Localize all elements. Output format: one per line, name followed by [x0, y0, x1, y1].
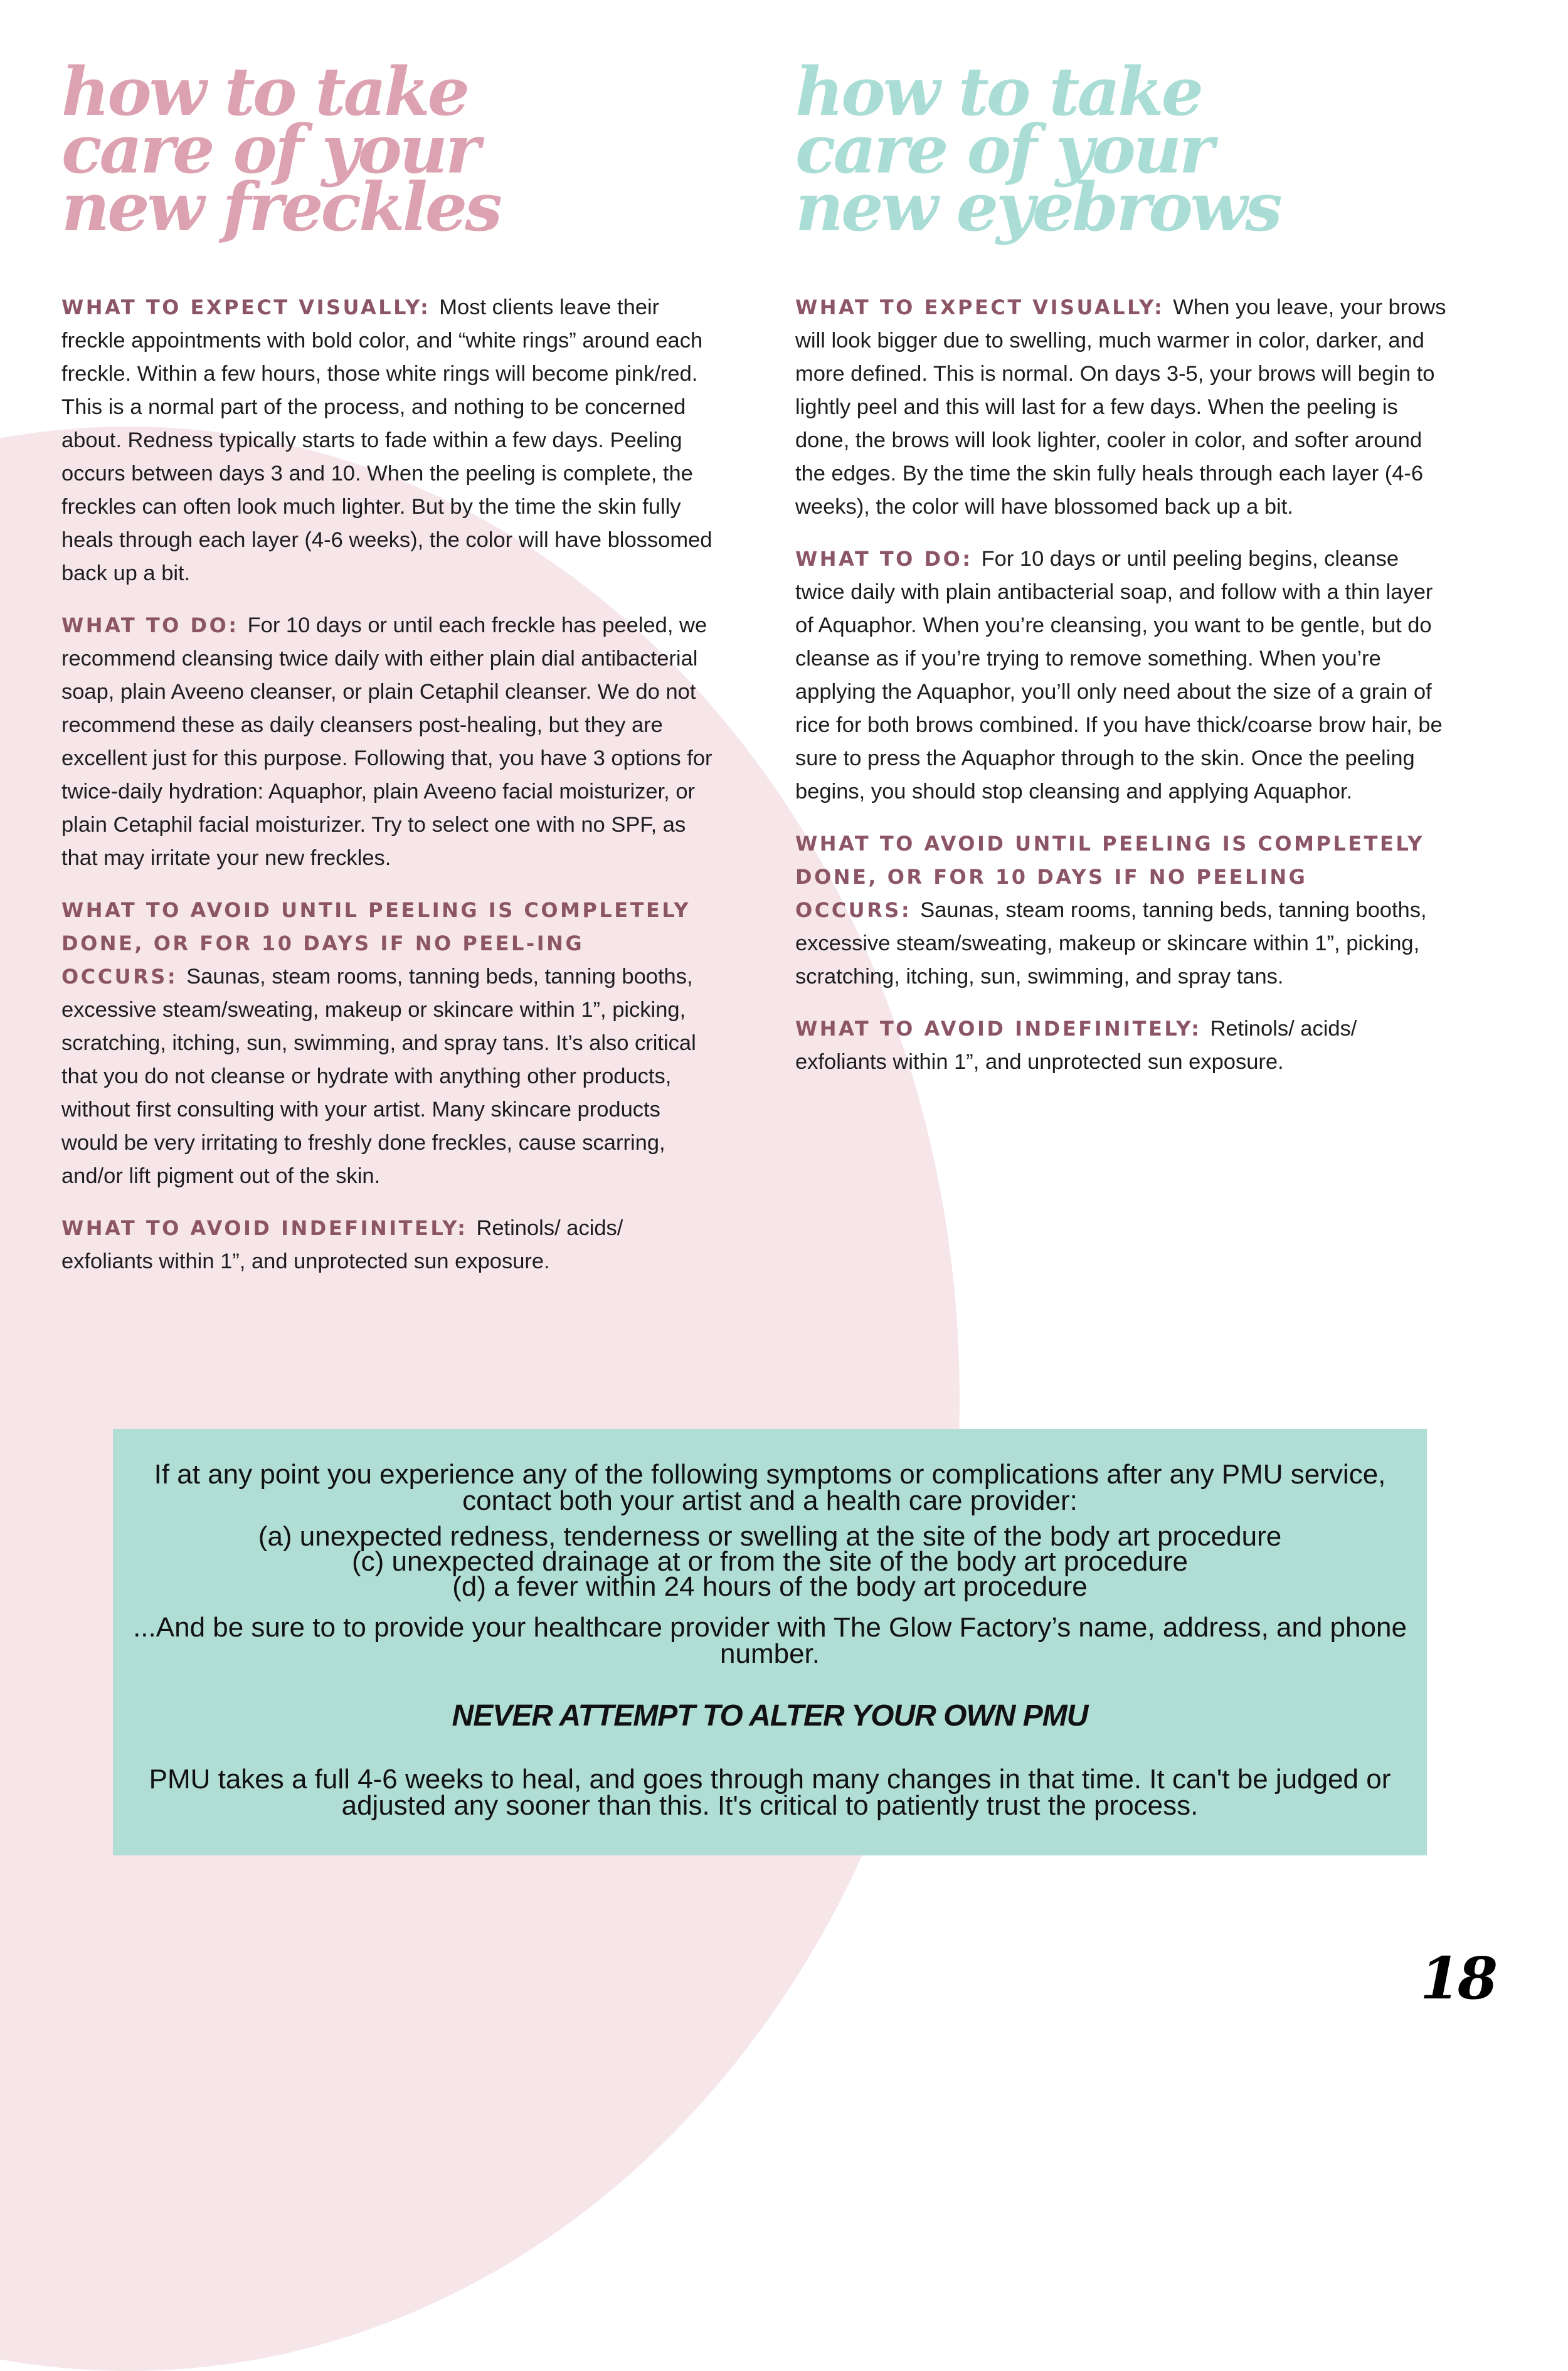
- section-heading: WHAT TO AVOID UNTIL PEELING IS COMPLETELY DONE, OR FOR 10 DAYS IF NO PEELING OCCURS:: [795, 832, 1424, 922]
- freckles-do-section: [61, 609, 720, 875]
- section-text: For 10 days or until each freckle has peeled, we recommend cleansing twice daily with either plain dial antibacterial soap, plain Aveeno cleanser, or plain Cetaphil cleanser. We do not recommend these as daily cleansers post-healing, but they are excellent just for this purpose. Following that, you have 3 options for twice-daily hydration: Aquaphor, plain Aveeno facial moisturizer, or plain Cetaphil facial moisturizer. Try to select one with no SPF, as that may irritate your new freckles.: [61, 613, 712, 870]
- section-heading: WHAT TO DO:: [795, 547, 973, 571]
- freckles-column: [61, 52, 720, 1297]
- section-heading: WHAT TO AVOID INDEFINITELY:: [61, 1216, 468, 1240]
- page-number: 18: [1420, 1944, 1496, 2012]
- never-alter-heading: NEVER ATTEMPT TO ALTER YOUR OWN PMU: [452, 1699, 1088, 1732]
- section-text: Saunas, steam rooms, tanning beds, tanning booths, excessive steam/sweating, makeup or skincare within 1”, picking, scratching, itching, sun, swimming, and spray tans.: [795, 898, 1427, 989]
- freckles-avoid-section: [61, 894, 720, 1193]
- eyebrows-title: how to take care of your new eyebrows: [795, 52, 1280, 246]
- freckles-title: how to take care of your new freckles: [61, 52, 500, 246]
- warning-box: [113, 1429, 1427, 1855]
- section-text: Saunas, steam rooms, tanning beds, tanning booths, excessive steam/sweating, makeup or skincare within 1”, picking, scratching, itching, sun, swimming, and spray tans. It’s also critical that you do not cleanse or hydrate with anything other products, without first consulting with your artist. Many skincare products would be very irritating to freshly done freckles, cause scarring, and/or lift pigment out of the skin.: [61, 965, 696, 1188]
- eyebrows-do-section: [795, 543, 1454, 809]
- eyebrows-visual-section: [795, 291, 1454, 524]
- symptom-item: (d) a fever within 24 hours of the body art procedure: [452, 1571, 1088, 1602]
- section-heading: WHAT TO AVOID INDEFINITELY:: [795, 1017, 1202, 1041]
- symptom-list: [113, 1521, 1427, 1602]
- section-heading: WHAT TO AVOID UNTIL PEELING IS COMPLETELY DONE, OR FOR 10 DAYS IF NO PEEL-ING OCCURS:: [61, 898, 691, 989]
- freckles-indefinitely-section: [61, 1212, 720, 1278]
- provider-note: ...And be sure to to provide your healthcare provider with The Glow Factory’s name, address, and phone number.: [133, 1612, 1407, 1669]
- eyebrows-indefinitely-section: [795, 1012, 1454, 1079]
- section-text: Retinols/ acids/ exfoliants within 1”, and unprotected sun exposure.: [61, 1216, 623, 1273]
- section-text: Retinols/ acids/ exfoliants within 1”, and unprotected sun exposure.: [795, 1017, 1357, 1074]
- freckles-visual-section: [61, 291, 720, 590]
- section-text: When you leave, your brows will look bigger due to swelling, much warmer in color, darker, and more defined. This is normal. On days 3-5, your brows will begin to lightly peel and this will last for a few days. When the peeling is done, the brows will look lighter, cooler in color, and softer around the edges. By the time the skin fully heals through each layer (4-6 weeks), the color will have blossomed back up a bit.: [795, 295, 1446, 519]
- warning-intro: If at any point you experience any of the following symptoms or complications after any PMU service, contact both your artist and a health care provider:: [154, 1459, 1386, 1516]
- eyebrows-column: [795, 52, 1454, 1098]
- section-heading: WHAT TO EXPECT VISUALLY:: [795, 295, 1165, 319]
- section-text: Most clients leave their freckle appointments with bold color, and “white rings” around each freckle. Within a few hours, those white rings will become pink/red. This is a normal part of the process, and nothing to be concerned about. Redness typically starts to fade within a few days. Peeling occurs between days 3 and 10. When the peeling is complete, the freckles can often look much lighter. But by the time the skin fully heals through each layer (4-6 weeks), the color will have blossomed back up a bit.: [61, 295, 712, 585]
- eyebrows-avoid-section: [795, 827, 1454, 994]
- symptom-item: (c) unexpected drainage at or from the site of the body art procedure: [352, 1546, 1188, 1577]
- section-heading: WHAT TO DO:: [61, 613, 239, 637]
- section-text: For 10 days or until peeling begins, cleanse twice daily with plain antibacterial soap, and follow with a thin layer of Aquaphor. When you’re cleansing, you want to be gentle, but do cleanse as if you’re trying to remove something. When you’re applying the Aquaphor, you’ll only need about the size of a grain of rice for both brows combined. If you have thick/coarse brow hair, be sure to press the Aquaphor through to the skin. Once the peeling begins, you should stop cleansing and applying Aquaphor.: [795, 547, 1443, 804]
- section-heading: WHAT TO EXPECT VISUALLY:: [61, 295, 431, 319]
- healing-note: PMU takes a full 4-6 weeks to heal, and goes through many changes in that time. It can't be judged or adjusted any sooner than this. It's critical to patiently trust the process.: [149, 1764, 1391, 1821]
- symptom-item: (a) unexpected redness, tenderness or swelling at the site of the body art procedure: [258, 1521, 1282, 1552]
